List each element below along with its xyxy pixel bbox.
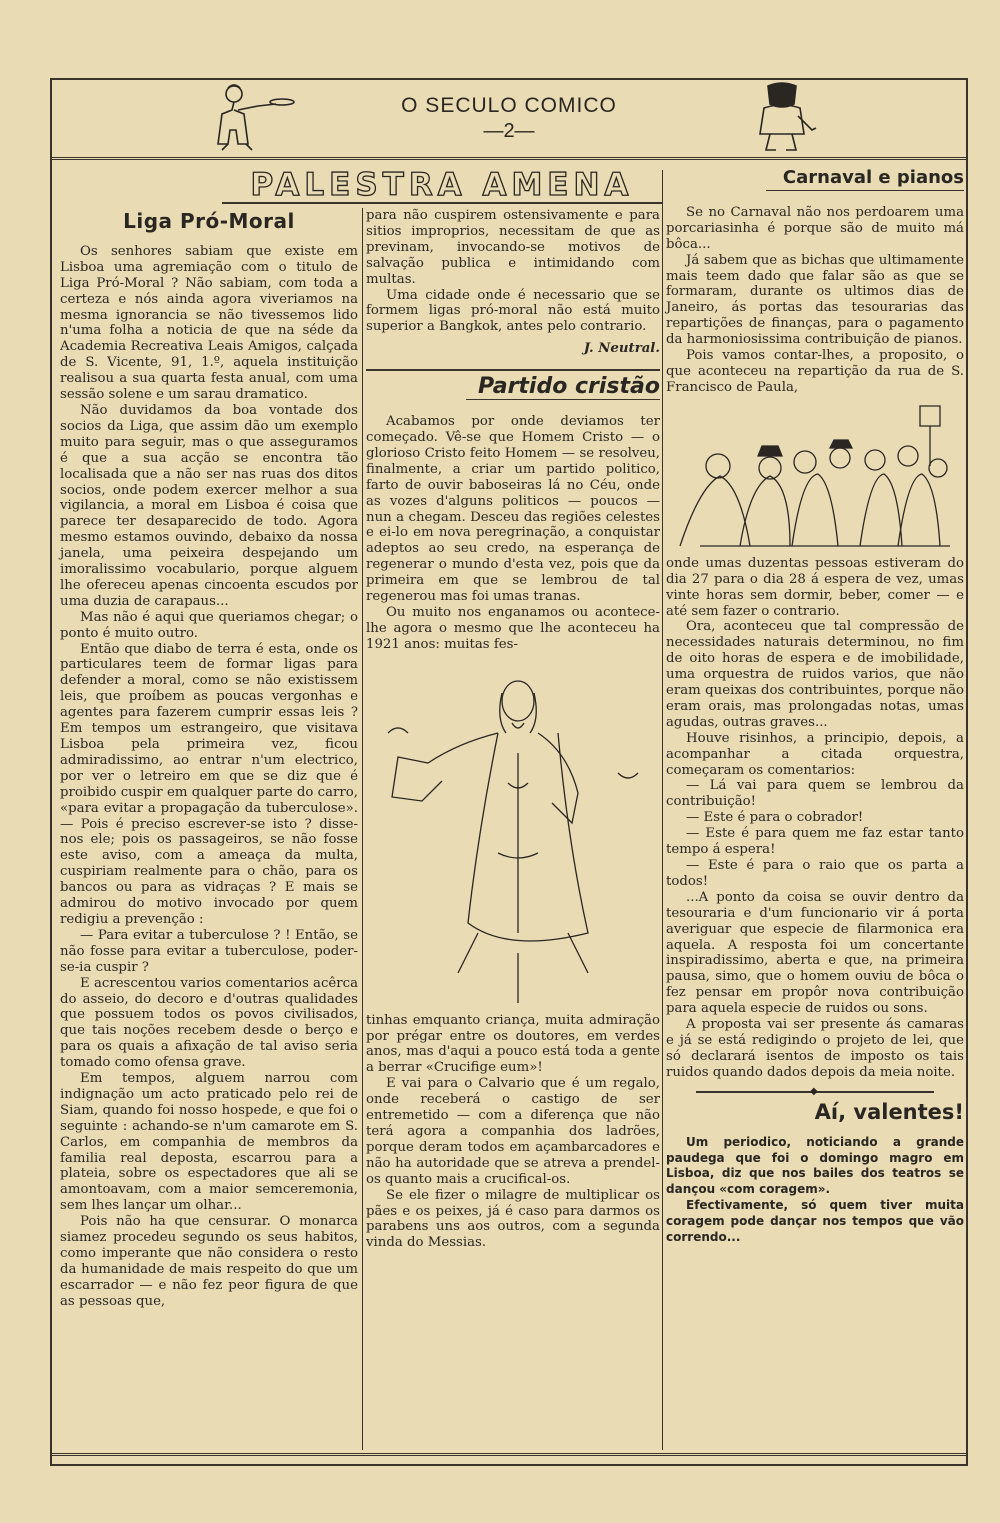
- article-title-valentes: Aí, valentes!: [814, 1099, 964, 1124]
- paragraph: Então que diabo de terra é esta, onde os particulares teem de formar ligas para defender a moral, como se não existissem leis, que proíbem as poucas vergonhas e agentes para fazerem cumprir essas leis ? Em tempos um estrangeiro, que visitava Lisboa pela primeira vez, ficou admiradissimo, ao entrar n'um electrico, por ver o letreiro em que se diz que é proibido cuspir em qualquer parte do carro, «para evitar a propagação da tuberculose». — Pois é preciso escrever-se isto ? disse-nos ele; pois os passageiros, se não fosse este aviso, com a ameaça da multa, cuspiriam realmente para o chão, para os bancos ou para as vidraças ? E mais se admirou do motivo invocado por quem redigiu a prevenção :: [60, 641, 358, 927]
- paragraph: onde umas duzentas pessoas estiveram do dia 27 para o dia 28 á espera de vez, umas vinte horas sem dormir, beber, comer — e até sem fazer o contrario.: [666, 555, 964, 619]
- paragraph: Se ele fizer o milagre de multiplicar os pães e os peixes, já é caso para darmos os parabens uns aos outros, com a segunda vinda do Messias.: [366, 1187, 660, 1251]
- paragraph: Em tempos, alguem narrou com indignação um acto praticado pelo rei de Siam, quando foi nosso hospede, e que foi o seguinte : achando-se n'um camarote em S. Carlos, em companhia de membros da familia real deposta, escarrou para a plateia, sobre os espectadores que ali se amontoavam, com a maior semceremonia, sem lhes lançar um olhar...: [60, 1071, 358, 1214]
- newspaper-title: O SECULO COMICO: [401, 94, 617, 117]
- right-column: [666, 168, 964, 1246]
- paragraph: Os senhores sabiam que existe em Lisboa uma agremiação com o titulo de Liga Pró-Moral ? Não sabiam, com toda a certeza e nós ainda agora viveriamos na mesma ignorancia se não tivessemos lido n'uma folha a noticia de que na séde da Academia Recreativa Leais Amigos, calçada de S. Vicente, 91, 1.º, aquela instituição realisou a sua quarta festa anual, com uma sessão solene e um sarau dramatico.: [60, 243, 358, 403]
- paragraph: A proposta vai ser presente ás camaras e já se está redigindo o projeto de lei, que só declarará isentos de imposto os tais ruidos quando dados depois da meia noite.: [666, 1017, 964, 1080]
- article-title-partido: Partido cristão: [478, 374, 660, 400]
- column-divider: [362, 208, 363, 1450]
- masthead: [52, 80, 966, 160]
- valentes-body: [666, 1135, 964, 1246]
- paragraph: Pois não ha que censurar. O monarca siamez procedeu segundo os seus habitos, como imperante que não considera o resto da humanidade de mais respeito do que um escarrador — e não fez peor figura de que as pessoas que,: [60, 1214, 358, 1309]
- bottom-rule: [52, 1453, 966, 1456]
- christ-illustration: [368, 653, 658, 1013]
- separator-rule: [366, 369, 660, 371]
- paragraph: Já sabem que as bichas que ultimamente mais teem dado que falar são as que se formaram, durante os ultimos dias de Janeiro, ás portas das tesourarias das repartições de finanças, para o pagamento da harmoniosissima contribuição de pianos.: [666, 252, 964, 348]
- paragraph: Ou muito nos enganamos ou acontece-lhe agora o mesmo que lhe aconteceu ha 1921 anos: muitas fes-: [366, 604, 660, 652]
- paragraph: tinhas emquanto criança, muita admiração por prégar entre os doutores, em verdes anos, mas d'aqui a pouco está toda a gente a berrar «Crucifige eum»!: [366, 1012, 660, 1076]
- paragraph: Mas não é aqui que queriamos chegar; o ponto é muito outro.: [60, 609, 358, 641]
- signature: J. Neutral.: [583, 341, 660, 357]
- paragraph: Pois vamos contar-lhes, a proposito, o que aconteceu na repartição da rua de S. Francisco de Paula,: [666, 348, 964, 395]
- paragraph: — Este é para quem me faz estar tanto tempo á espera!: [666, 826, 964, 858]
- paragraph: E acrescentou varios comentarios acêrca do asseio, do decoro e d'outras qualidades que possuem todos os povos civilisados, que tais noções recebem desde o berço e para os quais a afixação de tal aviso seria tomado como ofensa grave.: [60, 975, 358, 1071]
- paragraph: Uma cidade onde é necessario que se formem ligas pró-moral não está muito superior a Bangkok, antes pelo contrario.: [366, 287, 660, 335]
- paragraph: Um periodico, noticiando a grande paudega que foi o domingo magro em Lisboa, diz que nos bailes dos teatros se dançou «com coragem».: [666, 1134, 964, 1197]
- middle-column: [366, 208, 660, 1251]
- paragraph: — Este é para o raio que os parta a todos!: [666, 858, 964, 889]
- paragraph: Se no Carnaval não nos perdoarem uma porcariasinha é porque são de muito má bôca...: [666, 204, 964, 252]
- title-underline: [766, 190, 964, 191]
- paragraph: Houve risinhos, a principio, depois, a acompanhar a citada orquestra, começaram os comentarios:: [666, 730, 964, 778]
- paragraph: para não cuspirem ostensivamente e para sitios improprios, necessitam de que as previnam, invocando-se motivos de salvação publica e intimidando com multas.: [366, 208, 660, 287]
- hooded-figure-icon: [744, 80, 824, 156]
- separator-rule: [696, 1091, 934, 1093]
- paragraph: — Lá vai para quem se lembrou da contribuição!: [666, 778, 964, 810]
- newspaper-page: [50, 78, 968, 1466]
- banner-title: PALESTRA AMENA: [250, 167, 634, 203]
- paragraph: E vai para o Calvario que é um regalo, onde receberá o castigo de ser entremetido — com a diferença que não terá agora a companhia dos ladrões, porque deram todos em açambarcadores e não ha autoridade que se atreva a prendel-os quanto mais a crucifical-os.: [366, 1076, 660, 1187]
- paragraph: — Para evitar a tuberculose ? ! Então, se não fosse para evitar a tuberculose, poder-se-ia cuspir ?: [60, 927, 358, 975]
- crowd-illustration: [670, 396, 960, 556]
- paragraph: Efectivamente, só quem tiver muita coragem pode dançar nos tempos que vão correndo...: [666, 1198, 964, 1245]
- paragraph: Acabamos por onde deviamos ter começado. Vê-se que Homem Cristo — o glorioso Cristo feito Homem — se resolveu, finalmente, a criar um partido politico, farto de ouvir baboseiras lá no Céu, onde as vozes d'alguns politicos — poucos — nun a chegam. Desceu das regiões celestes e ei-lo em nova peregrinação, a conquistar adeptos ao seu credo, na esperança de regenerar o mundo d'esta vez, pois que da primeira em que se lembrou de tal regenerou mas foi umas tranas.: [366, 414, 660, 605]
- article-liga-column: [60, 168, 358, 1310]
- paragraph: Ora, aconteceu que tal compressão de necessidades naturais determinou, no fim de oito horas de espera e de imobilidade, uma orquestra de ruidos varios, que não eram queixas dos contribuintes, porque não eram orais, mas prolongadas notas, umas agudas, outras graves...: [666, 619, 964, 730]
- article-title-liga: Liga Pró-Moral: [123, 209, 295, 233]
- paragraph: Não duvidamos da boa vontade dos socios da Liga, que assim dão um exemplo muito para seguir, mas o que asseguramos é que a sua acção se encontra tão localisada que a não ser nas ruas dos ditos socios, onde podem exercer melhor a sua vigilancia, a moral em Lisboa é coisa que parece ter desaparecido de todo. Agora mesmo estamos ouvindo, debaixo da nossa janela, uma peixeira despejando um imoralissimo vocabulario, porque alguem lhe ofereceu apenas cincoenta escudos por uma duzia de carapaus...: [60, 402, 358, 609]
- page-number: —2—: [483, 120, 535, 142]
- paragraph: ...A ponto da coisa se ouvir dentro da tesouraria e d'um funcionario vir á porta averiguar que especie de filarmonica era aquela. A resposta foi um concertante inspiradissimo, aberta e que, na primeira pausa, simo, que o homem ouviu de bôca o fez pensar em propôr nova contribuição para aquela especie de ruidos ou sons.: [666, 889, 964, 1017]
- title-underline: [466, 399, 660, 400]
- column-divider: [662, 170, 663, 1450]
- waiter-figure-icon: [202, 80, 342, 156]
- article-title-carnaval: Carnaval e pianos: [782, 167, 964, 188]
- paragraph: — Este é para o cobrador!: [686, 810, 864, 826]
